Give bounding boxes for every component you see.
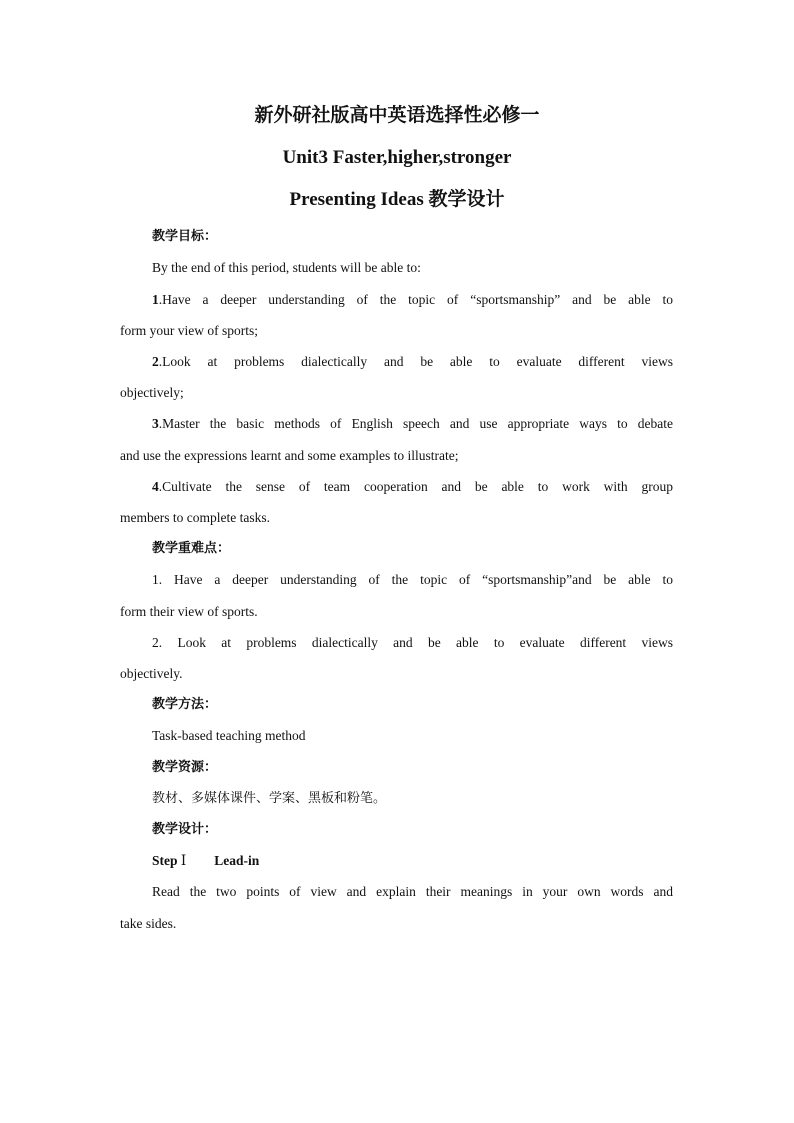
- step-label: Step: [152, 853, 178, 868]
- unit-title: Unit3 Faster,higher,stronger: [282, 147, 512, 168]
- objectives-heading: 教学目标：: [152, 229, 218, 244]
- objective-number: 2: [152, 354, 159, 369]
- objective-item-4-line1: [152, 477, 673, 497]
- objective-text: .Have a deeper understanding of the topic of “sportsmanship” and be able to: [158, 292, 673, 307]
- objective-item-2-line1: [152, 352, 673, 372]
- key-points-heading: 教学重难点：: [152, 541, 231, 556]
- methods-text: Task-based teaching method: [152, 728, 306, 743]
- objective-item-2-line2: objectively;: [120, 385, 184, 400]
- resources-heading: 教学资源：: [152, 760, 218, 775]
- key-point-1-line1: 1. Have a deeper understanding of the topic of “sportsmanship”and be able to: [152, 572, 673, 587]
- step-number: Ⅰ: [180, 853, 187, 868]
- step-heading: [152, 851, 673, 871]
- step-paragraph-line1: Read the two points of view and explain their meanings in your own words and: [152, 884, 673, 899]
- objective-number: 4: [152, 479, 159, 494]
- objective-item-1-line2: form your view of sports;: [120, 323, 258, 338]
- design-heading: 教学设计：: [152, 822, 218, 837]
- objective-item-1-line1: [152, 290, 673, 310]
- objectives-intro: By the end of this period, students will be able to:: [152, 260, 421, 275]
- objective-number: 3: [152, 416, 159, 431]
- document-title: 新外研社版高中英语选择性必修一: [254, 105, 540, 126]
- objective-text: .Master the basic methods of English speech and use appropriate ways to debate: [158, 416, 673, 431]
- objective-item-4-line2: members to complete tasks.: [120, 510, 270, 525]
- key-point-2-line1: 2. Look at problems dialectically and be able to evaluate different views: [152, 635, 673, 650]
- key-point-1-line2: form their view of sports.: [120, 604, 258, 619]
- resources-text: 教材、多媒体课件、学案、黑板和粉笔。: [152, 791, 387, 806]
- objective-item-3-line1: [152, 414, 673, 434]
- step-name: Lead-in: [214, 853, 260, 868]
- step-paragraph-line2: take sides.: [120, 916, 177, 931]
- objective-item-3-line2: and use the expressions learnt and some examples to illustrate;: [120, 448, 459, 463]
- objective-text: .Look at problems dialectically and be able to evaluate different views: [158, 354, 673, 369]
- methods-heading: 教学方法：: [152, 697, 218, 712]
- objective-text: .Cultivate the sense of team cooperation and be able to work with group: [158, 479, 673, 494]
- objective-number: 1: [152, 292, 159, 307]
- key-point-2-line2: objectively.: [120, 666, 183, 681]
- lesson-title: Presenting Ideas 教学设计: [289, 189, 505, 210]
